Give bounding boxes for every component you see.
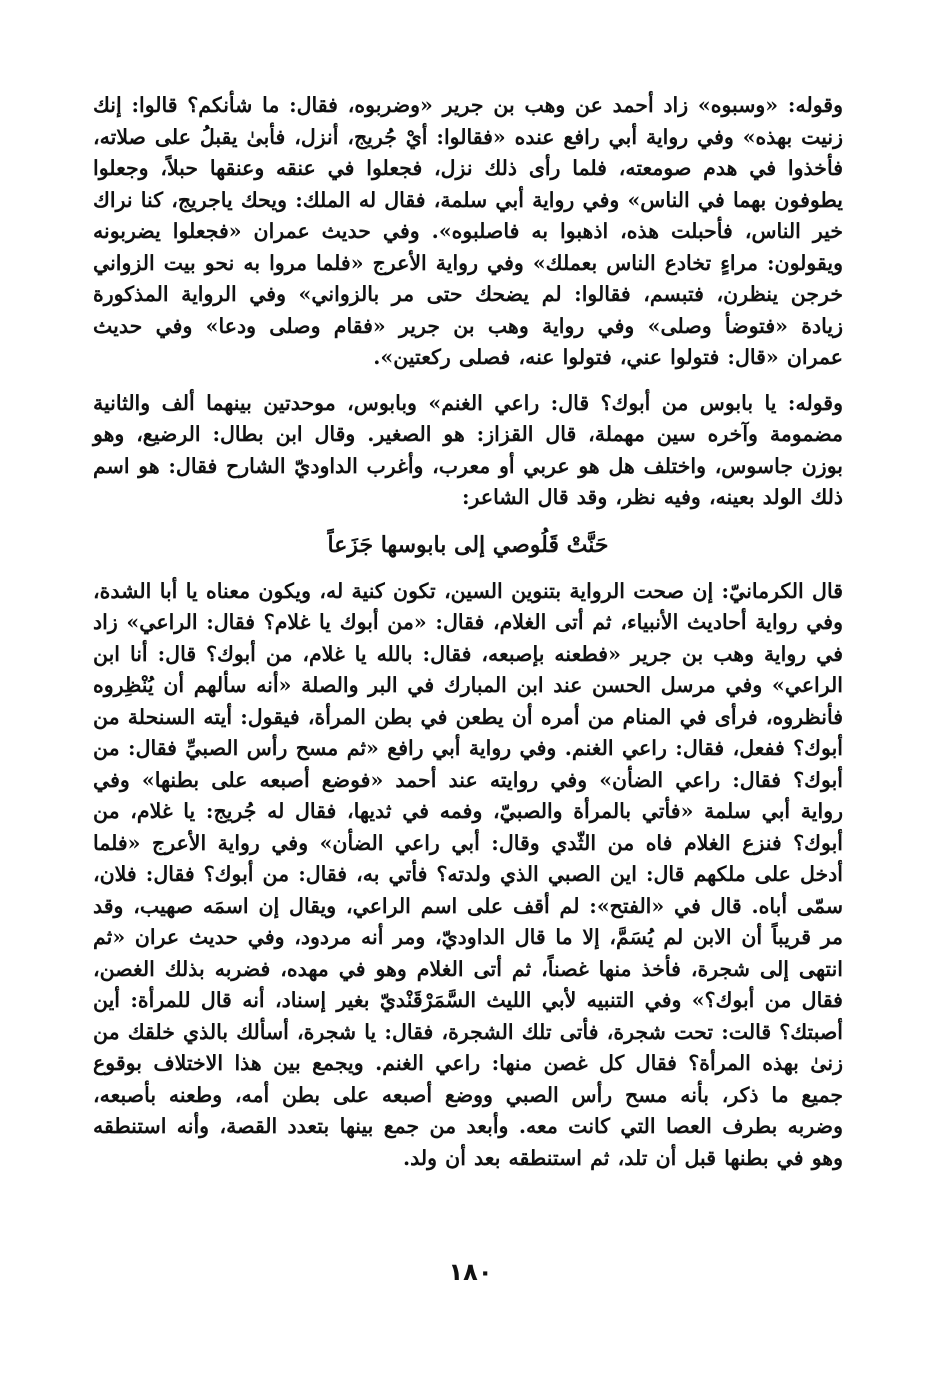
- poetry-verse: حَنَّتْ قَلُوصي إلى بابوسها جَزَعاً: [327, 531, 609, 558]
- paragraph-2: وقوله: يا بابوس من أبوك؟ قال: راعي الغنم» وبابوس، موحدتين بينهما ألف والثانية مضمومة وآخره سين مهملة، قال القزاز: هو الصغير. وقال ابن بطال: الرضيع، وهو بوزن جاسوس، واختلف هل هو عربي أو معرب، وأغرب الداوديّ الشارح فقال: هو اسم ذلك الولد بعينه، وفيه نظر، وقد قال الشاعر:: [93, 390, 843, 509]
- page-number: ١٨٠: [448, 1258, 493, 1286]
- paragraph-3: قال الكرمانيّ: إن صحت الرواية بتنوين السين، تكون كنية له، ويكون معناه يا أبا الشدة، وفي رواية أحاديث الأنبياء، ثم أتى الغلام، فقال: «من أبوك يا غلام؟ فقال: الراعي» زاد في رواية وهب بن جرير «فطعنه بإصبعه، فقال: بالله يا غلام، من أبوك؟ قال: أنا ابن الراعي» وفي مرسل الحسن عند ابن المبارك في البر والصلة «أنه سألهم أن يُنْظِروه فأنظروه، فرأى في المنام من أمره أن يطعن في بطن المرأة، فيقول: أيته السنحلة من أبوك؟ ففعل، فقال: راعي الغنم. وفي رواية أبي رافع «ثم مسح رأس الصبيِّ فقال: من أبوك؟ فقال: راعي الضأن» وفي روايته عند أحمد «فوضع أصبعه على بطنها» وفي رواية أبي سلمة «فأتي بالمرأة والصبيّ، وفمه في ثديها، فقال له جُريج: يا غلام، من أبوك؟ فنزع الغلام فاه من الثّدي وقال: أبي راعي الضأن» وفي رواية الأعرج «فلما أدخل على ملكهم قال: اين الصبي الذي ولدته؟ فأتي به، فقال: من أبوك؟ فقال: فلان، سمّى أباه. قال في «الفتح»: لم أقف على اسم الراعي، ويقال إن اسمَه صهيب، وقد مر قريباً أن الابن لم يُسَمَّ، إلا ما قال الداوديّ، ومر أنه مردود، وفي حديث عران «ثم انتهى إلى شجرة، فأخذ منها غصناً، ثم أتى الغلام وهو في مهده، فضربه بذلك الغصن، فقال من أبوك؟» وفي التنبيه لأبي الليث السَّمَرْقَنْديّ بغير إسناد، أنه قال للمرأة: أين أصبتك؟ قالت: تحت شجرة، فأتى تلك الشجرة، فقال: يا شجرة، أسألك بالذي خلقك من زنىٰ بهذه المرأة؟ فقال كل غصن منها: راعي الغنم. ويجمع بين هذا الاختلاف بوقوع جميع ما ذكر، بأنه مسح رأس الصبي ووضع أصبعه على بطن أمه، وطعنه بأصبعه، وضربه بطرف العصا التي كانت معه. وأبعد من جمع بينها بتعدد القصة، وأنه استنطقه وهو في بطنها قبل أن تلد، ثم استنطقه بعد أن ولد.: [93, 578, 843, 1170]
- page-body: [93, 90, 843, 1174]
- paragraph-1: وقوله: «وسبوه» زاد أحمد عن وهب بن جرير «وضربوه، فقال: ما شأنكم؟ قالوا: إنك زنيت بهذه» وفي رواية أبي رافع عنده «فقالوا: أيْ جُريج، أنزل، فأبىٰ يقبلُ على صلاته، فأخذوا في هدم صومعته، فلما رأى ذلك نزل، فجعلوا في عنقه وعنقها حبلاً، وجعلوا يطوفون بهما في الناس» وفي رواية أبي سلمة، فقال له الملك: ويحك ياجريج، كنا نراك خير الناس، فأحبلت هذه، اذهبوا به فاصلبوه». وفي حديث عمران «فجعلوا يضربونه ويقولون: مراءٍ تخادع الناس بعملك» وفي رواية الأعرج «فلما مروا به نحو بيت الزواني خرجن ينظرن، فتبسم، فقالوا: لم يضحك حتى مر بالزواني» وفي الرواية المذكورة زيادة «فتوضأ وصلى» وفي رواية وهب بن جرير «فقام وصلى ودعا» وفي حديث عمران «قال: فتولوا عني، فتولوا عنه، فصلى ركعتين».: [93, 93, 843, 369]
